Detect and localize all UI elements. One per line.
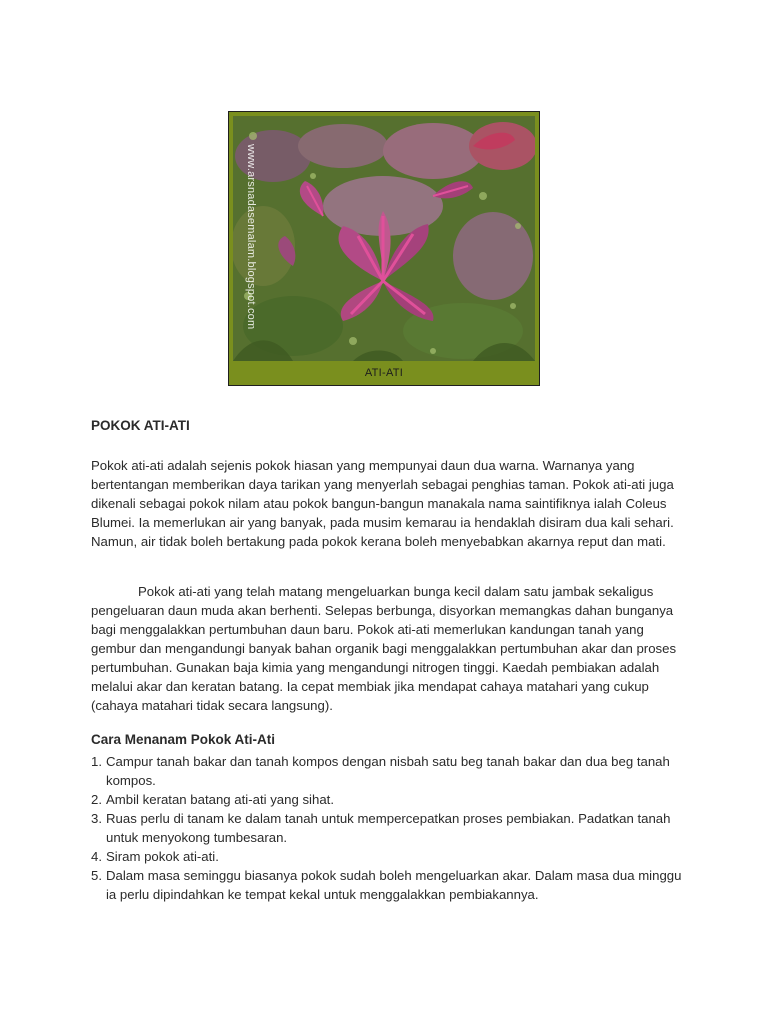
step-text: Campur tanah bakar dan tanah kompos dengan nisbah satu beg tanah bakar dan dua beg tanah kompos. bbox=[106, 754, 670, 788]
step-text: Dalam masa seminggu biasanya pokok sudah boleh mengeluarkan akar. Dalam masa dua minggu ia perlu dipindahkan ke tempat kekal untuk menggalakkan pembiakannya. bbox=[106, 868, 682, 902]
step-item bbox=[91, 790, 691, 809]
step-number: 1. bbox=[91, 754, 102, 769]
figure-caption: ATI-ATI bbox=[364, 367, 404, 379]
plant-figure bbox=[228, 111, 540, 386]
coleus-plant-illustration bbox=[233, 116, 535, 361]
planting-steps-list bbox=[91, 752, 691, 904]
step-item bbox=[91, 847, 691, 866]
coleus-plant-photo bbox=[233, 116, 535, 361]
step-number: 2. bbox=[91, 792, 102, 807]
intro-paragraph: Pokok ati-ati adalah sejenis pokok hiasan yang mempunyai daun dua warna. Warnanya yang bertentangan memberikan daya tarikan yang menyerlah sebagai penghias taman. Pokok ati-ati juga dikenali sebagai pokok nilam atau pokok bangun-bangun manakala nama saintifiknya ialah Coleus Blumei. Ia memerlukan air yang banyak, pada musim kemarau ia hendaklah disiram dua kali sehari. Namun, air tidak boleh bertakung pada pokok kerana boleh menyebabkan akarnya reput dan mati. bbox=[91, 458, 674, 549]
step-item bbox=[91, 866, 691, 904]
step-item bbox=[91, 809, 691, 847]
step-text: Ruas perlu di tanam ke dalam tanah untuk mempercepatkan proses pembiakan. Padatkan tanah untuk menyokong tumbesaran. bbox=[106, 811, 671, 845]
article-title: POKOK ATI-ATI bbox=[91, 418, 190, 433]
step-item bbox=[91, 752, 691, 790]
step-number: 3. bbox=[91, 811, 102, 826]
growth-paragraph: Pokok ati-ati yang telah matang mengeluarkan bunga kecil dalam satu jambak sekaligus pengeluaran daun muda akan berhenti. Selepas berbunga, disyorkan memangkas dahan bunganya bagi menggalakkan pertumbuhan daun baru. Pokok ati-ati memerlukan kandungan tanah yang gembur dan mengandungi banyak bahan organik bagi menggalakkan pertumbuhan akar dan proses pertumbuhan. Gunakan baja kimia yang mengandungi nitrogen tinggi. Kaedah pembiakan adalah melalui akar dan keratan batang. Ia cepat membiak jika mendapat cahaya matahari yang cukup (cahaya matahari tidak secara langsung). bbox=[91, 584, 677, 713]
step-number: 5. bbox=[91, 868, 102, 883]
photo-watermark: www.arsnadasemalam.blogspot.com bbox=[245, 144, 257, 330]
step-text: Siram pokok ati-ati. bbox=[106, 849, 219, 864]
planting-steps-heading: Cara Menanam Pokok Ati-Ati bbox=[91, 732, 276, 747]
step-text: Ambil keratan batang ati-ati yang sihat. bbox=[106, 792, 334, 807]
step-number: 4. bbox=[91, 849, 102, 864]
